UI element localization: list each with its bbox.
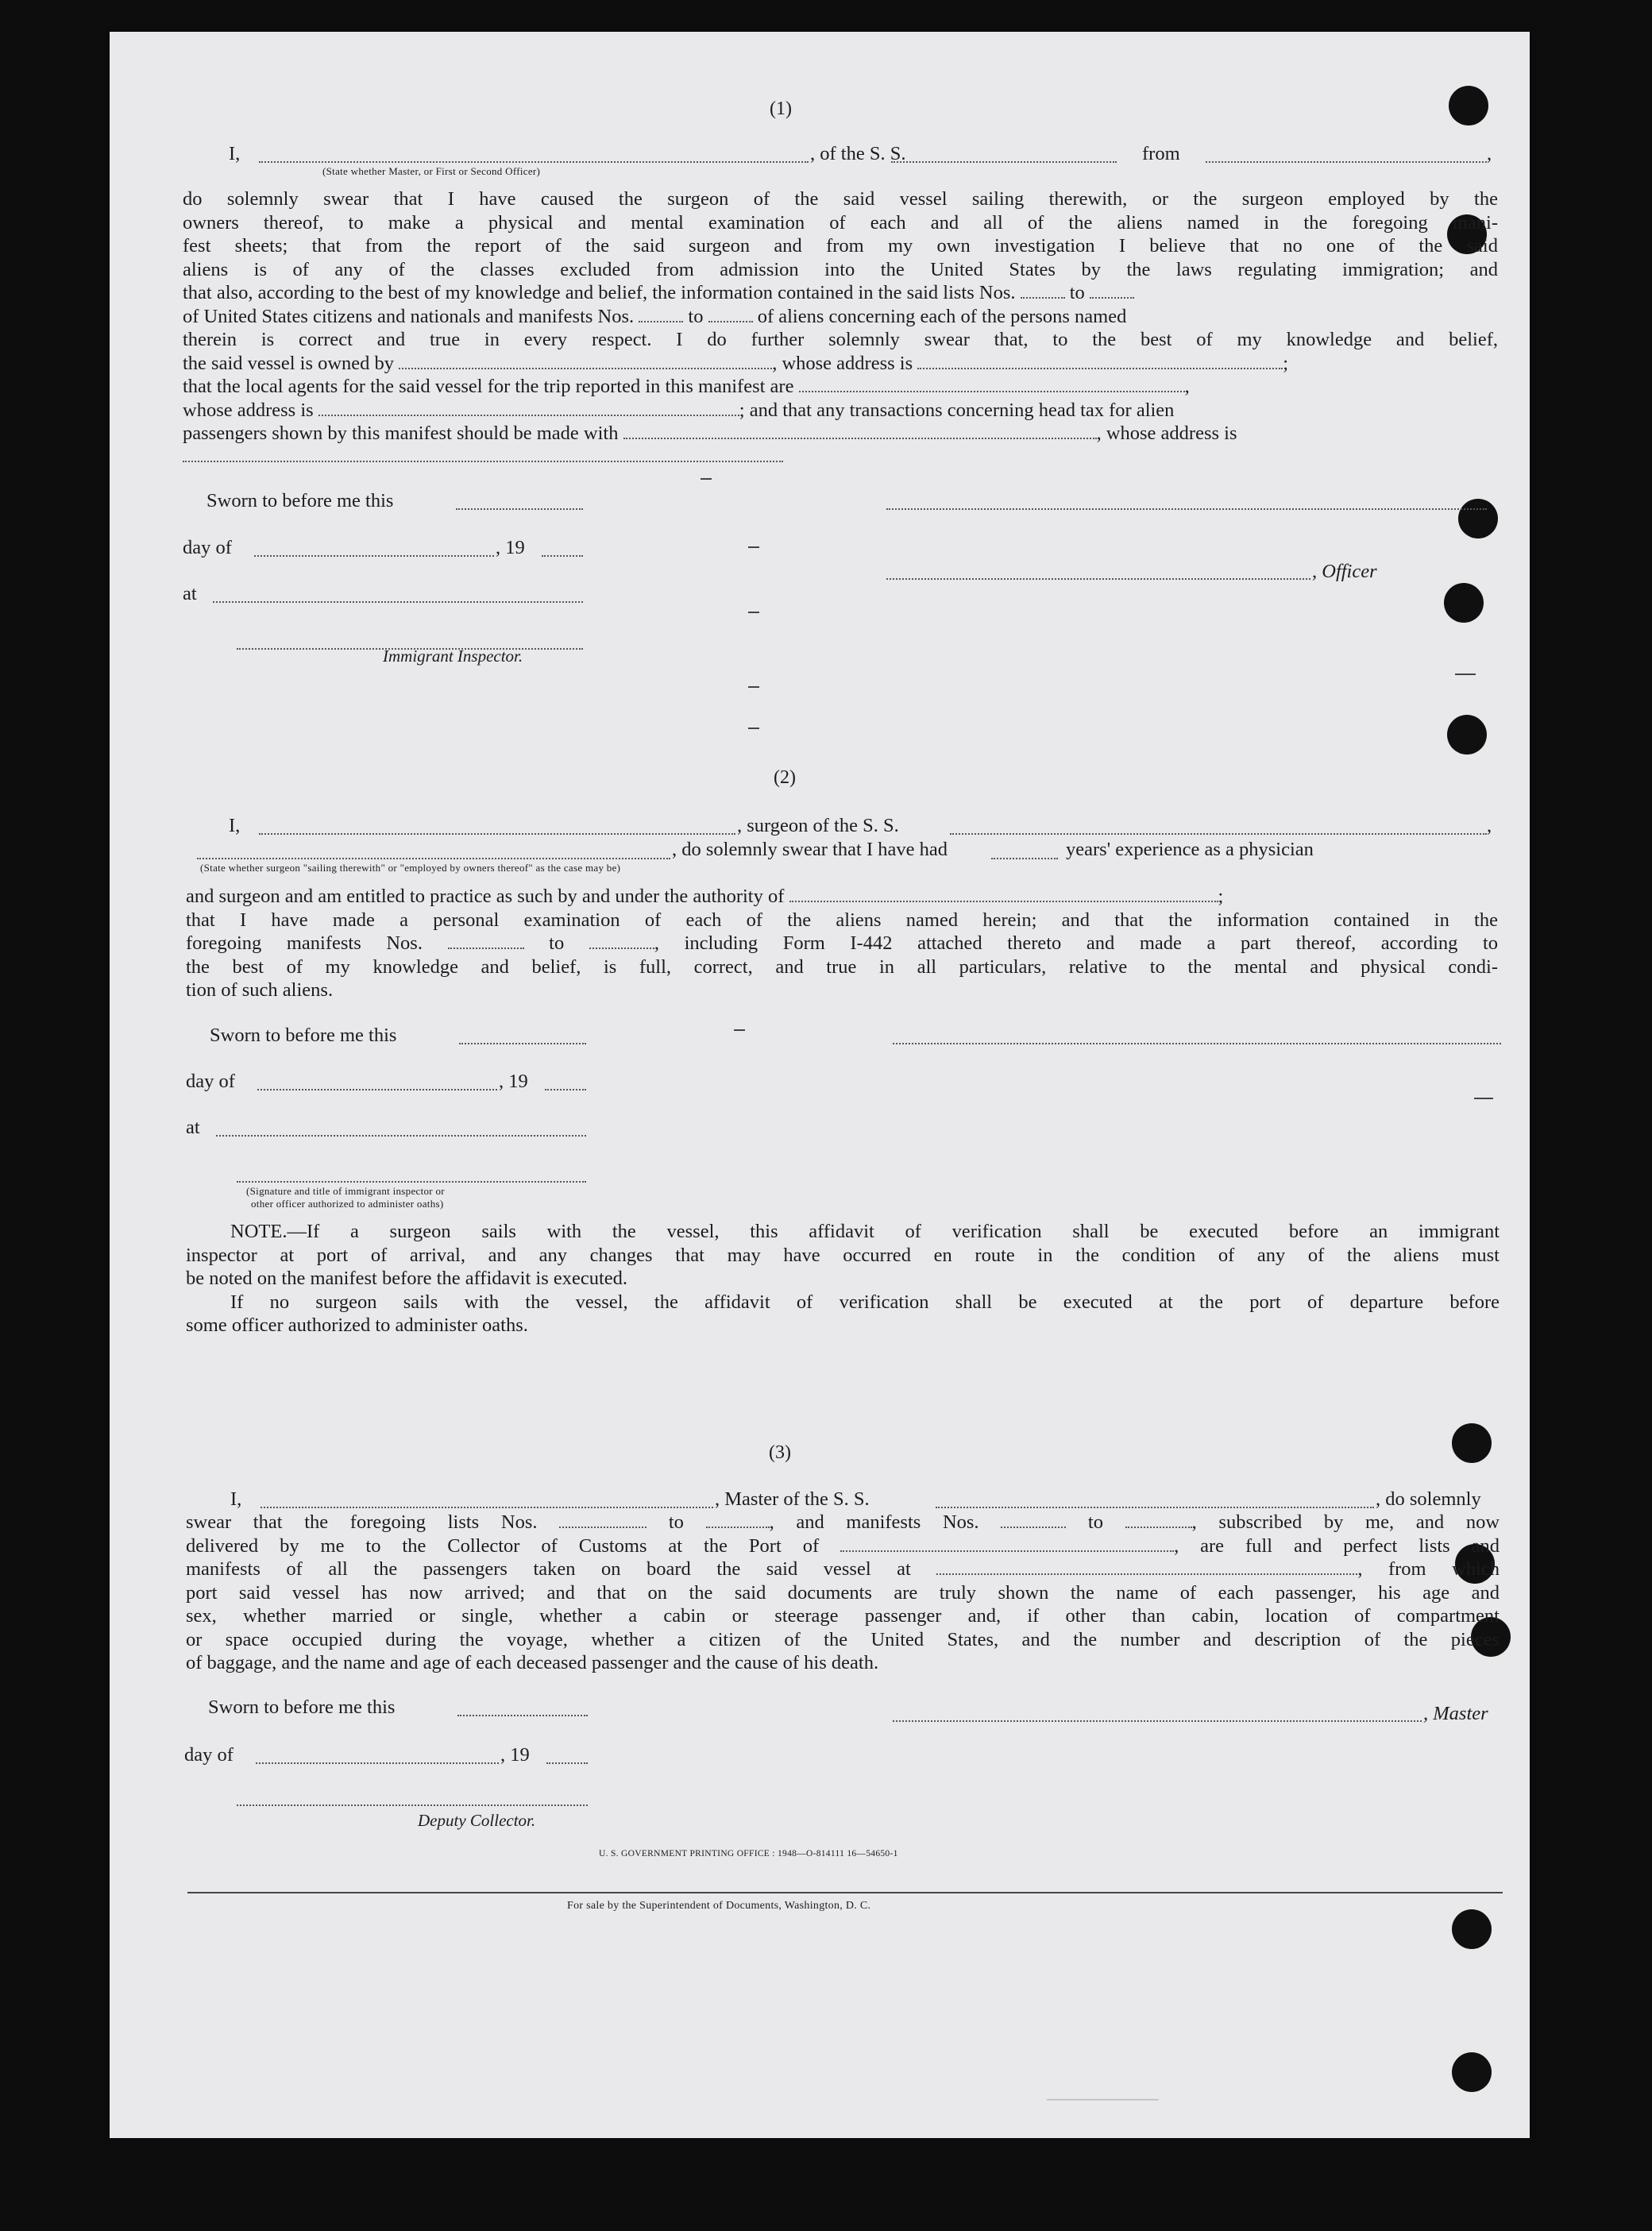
margin-dash [734, 1029, 745, 1031]
s1-line: owners thereof, to make a physical and mental examination of each and all of the aliens named in the foregoing mani- [183, 211, 1498, 234]
s1-name-field[interactable] [259, 161, 809, 163]
s3-do-solemnly: , do solemnly [1376, 1488, 1481, 1510]
s2-note-line: If no surgeon sails with the vessel, the affidavit of verification shall be executed at the port of departure before [230, 1291, 1500, 1313]
s2-line: that I have made a personal examination of each of the aliens named herein; and that the information contained in the [186, 909, 1498, 931]
s3-line: sex, whether married or single, whether a cabin or steerage passenger and, if other than cabin, location of compartment [186, 1605, 1500, 1627]
s1-year-label: , 19 [496, 537, 525, 558]
margin-dash [748, 686, 759, 688]
s2-note-line: NOTE.—If a surgeon sails with the vessel, this affidavit of verification shall be executed before an immigrant [230, 1221, 1500, 1242]
s2-line: tion of such aliens. [186, 979, 334, 1001]
s2-year-field[interactable] [545, 1089, 586, 1090]
s2-year-label: , 19 [499, 1071, 528, 1092]
s1-from-field[interactable] [1206, 161, 1487, 163]
s3-line-port: delivered by me to the Collector of Customs at the Port of , are full and perfect lists and [186, 1534, 1500, 1557]
s2-ship-field[interactable] [950, 833, 1487, 835]
s3-line: or space occupied during the voyage, whether a citizen of the United States, and the number and description of the pieces [186, 1628, 1500, 1650]
s2-day-field[interactable] [257, 1089, 497, 1090]
s2-do-swear: , do solemnly swear that I have had [672, 839, 948, 860]
for-sale-notice: For sale by the Superintendent of Documents, Washington, D. C. [567, 1900, 871, 1912]
s3-ship-field[interactable] [936, 1507, 1374, 1508]
s2-sig-note: other officer authorized to administer oaths) [251, 1198, 444, 1210]
s2-name-field[interactable] [259, 833, 735, 835]
s1-of-ss-label: , of the S. S. [810, 143, 906, 164]
binder-hole [1452, 1423, 1492, 1463]
s1-line-address: whose address is ; and that any transactions concerning head tax for alien [183, 399, 1175, 421]
s1-line: aliens is of any of the classes excluded from admission into the United States by the laws regulating immigration; and [183, 258, 1498, 280]
s1-officer-signature[interactable] [886, 508, 1487, 510]
s3-name-field[interactable] [261, 1507, 713, 1508]
s2-years-field[interactable] [991, 858, 1058, 859]
s2-state-note: (State whether surgeon "sailing therewith" or "employed by owners thereof" as the case may be) [200, 862, 621, 874]
s1-ship-field[interactable] [891, 161, 1117, 163]
s2-surgeon-of: , surgeon of the S. S. [737, 815, 899, 836]
s3-year-label: , 19 [500, 1744, 530, 1766]
s3-line-boarded: manifests of all the passengers taken on board the said vessel at , from which [186, 1558, 1500, 1580]
margin-dash [1455, 674, 1476, 675]
margin-dash [748, 728, 759, 729]
s1-trailing-comma: , [1487, 143, 1492, 164]
s2-state-field[interactable] [197, 858, 670, 859]
s1-sworn-date-field[interactable] [456, 508, 583, 510]
s1-year-field[interactable] [542, 555, 583, 557]
s1-line-agents: that the local agents for the said vessel for the trip reported in this manifest are , [183, 376, 1190, 397]
margin-dash [748, 612, 759, 613]
form-page [110, 32, 1530, 2138]
gpo-imprint: U. S. GOVERNMENT PRINTING OFFICE : 1948—O-814111 16—54650-1 [599, 1849, 898, 1859]
s3-line-lists: swear that the foregoing lists Nos. to , and manifests Nos. to , subscribed by me, and now [186, 1511, 1500, 1533]
s1-at-field[interactable] [213, 601, 583, 603]
section-3-heading: (3) [769, 1442, 791, 1463]
s3-line: port said vessel has now arrived; and that on the said documents are truly shown the name of each passenger, his age and [186, 1581, 1500, 1604]
s2-line-authority: and surgeon and am entitled to practice as such by and under the authority of ; [186, 886, 1224, 907]
s2-day-label: day of [186, 1071, 235, 1092]
s2-surgeon-signature[interactable] [893, 1043, 1501, 1044]
binder-hole [1452, 1909, 1492, 1949]
s2-at-field[interactable] [216, 1135, 586, 1137]
s3-deputy-label: Deputy Collector. [418, 1811, 536, 1830]
s1-line-owned: the said vessel is owned by , whose address is ; [183, 352, 1289, 374]
s1-body [183, 187, 1498, 446]
s3-body [186, 1511, 1500, 1675]
s2-note [186, 1220, 1500, 1337]
s3-day-label: day of [184, 1744, 234, 1766]
s1-officer-line[interactable] [886, 578, 1310, 580]
s2-trailing-comma: , [1487, 815, 1492, 836]
s1-sworn-label: Sworn to before me this [206, 490, 394, 511]
s3-deputy-signature[interactable] [237, 1804, 588, 1806]
s1-officer-label: , Officer [1312, 561, 1377, 582]
s1-line: therein is correct and true in every respect. I do further solemnly swear that, to the best of my knowledge and belief, [183, 329, 1498, 350]
s3-line: of baggage, and the name and age of each deceased passenger and the cause of his death. [186, 1652, 879, 1673]
s1-line: fest sheets; that from the report of the said surgeon and from my own investigation I believe that no one of the said [183, 235, 1498, 257]
s3-year-field[interactable] [546, 1762, 588, 1764]
s2-body [186, 885, 1498, 1002]
s1-state-note: (State whether Master, or First or Second Officer) [322, 165, 541, 177]
margin-dash [701, 478, 712, 480]
s1-address-field[interactable] [183, 461, 783, 462]
s1-day-label: day of [183, 537, 232, 558]
s2-inspector-signature[interactable] [237, 1181, 586, 1183]
footer-rule [187, 1892, 1503, 1893]
s1-at-label: at [183, 583, 197, 604]
s2-sworn-date-field[interactable] [459, 1043, 586, 1044]
s1-i-label: I, [229, 143, 241, 164]
binder-hole [1447, 715, 1487, 755]
binder-hole [1452, 2052, 1492, 2092]
s2-sworn-label: Sworn to before me this [210, 1025, 397, 1046]
s1-line: do solemnly swear that I have caused the surgeon of the said vessel sailing therewith, or the surgeon employed by the [183, 188, 1498, 210]
s3-i-label: I, [230, 1488, 242, 1510]
s1-day-field[interactable] [254, 555, 494, 557]
binder-hole [1449, 86, 1488, 125]
s3-sworn-date-field[interactable] [457, 1715, 588, 1716]
s3-master-label: , Master [1423, 1703, 1488, 1724]
margin-dash [748, 546, 759, 548]
s3-sworn-label: Sworn to before me this [208, 1696, 396, 1718]
s2-line-manifests: foregoing manifests Nos. to , including Form I-442 attached thereto and made a part thereof, according to [186, 932, 1499, 954]
s3-master-of: , Master of the S. S. [715, 1488, 870, 1510]
margin-dash [1474, 1098, 1493, 1099]
s2-note-line: inspector at port of arrival, and any changes that may have occurred en route in the condition of any of the aliens must [186, 1244, 1500, 1266]
s3-master-signature[interactable] [893, 1720, 1422, 1722]
s2-note-line: be noted on the manifest before the affidavit is executed. [186, 1268, 628, 1289]
s1-inspector-label: Immigrant Inspector. [383, 647, 523, 666]
s3-day-field[interactable] [256, 1762, 499, 1764]
s1-line-lists: that also, according to the best of my knowledge and belief, the information contained in the said lists Nos. to [183, 281, 1498, 305]
binder-hole [1458, 499, 1498, 538]
s2-at-label: at [186, 1117, 200, 1138]
s1-line-headtax: passengers shown by this manifest should be made with , whose address is [183, 423, 1237, 444]
s2-sig-note: (Signature and title of immigrant inspector or [246, 1185, 445, 1197]
s2-i-label: I, [229, 815, 241, 836]
s1-from-label: from [1142, 143, 1180, 164]
section-2-heading: (2) [774, 767, 796, 788]
s2-years-exp: years' experience as a physician [1066, 839, 1314, 860]
bleed-through-text: ————————— [1047, 2087, 1159, 2111]
s2-note-line: some officer authorized to administer oaths. [186, 1314, 528, 1336]
binder-hole [1444, 583, 1484, 623]
s2-line: the best of my knowledge and belief, is full, correct, and true in all particulars, relative to the mental and physical condi- [186, 955, 1498, 978]
section-1-heading: (1) [770, 98, 792, 119]
s1-line-manifests: of United States citizens and nationals and manifests Nos. to of aliens concerning each of the persons named [183, 305, 1127, 327]
